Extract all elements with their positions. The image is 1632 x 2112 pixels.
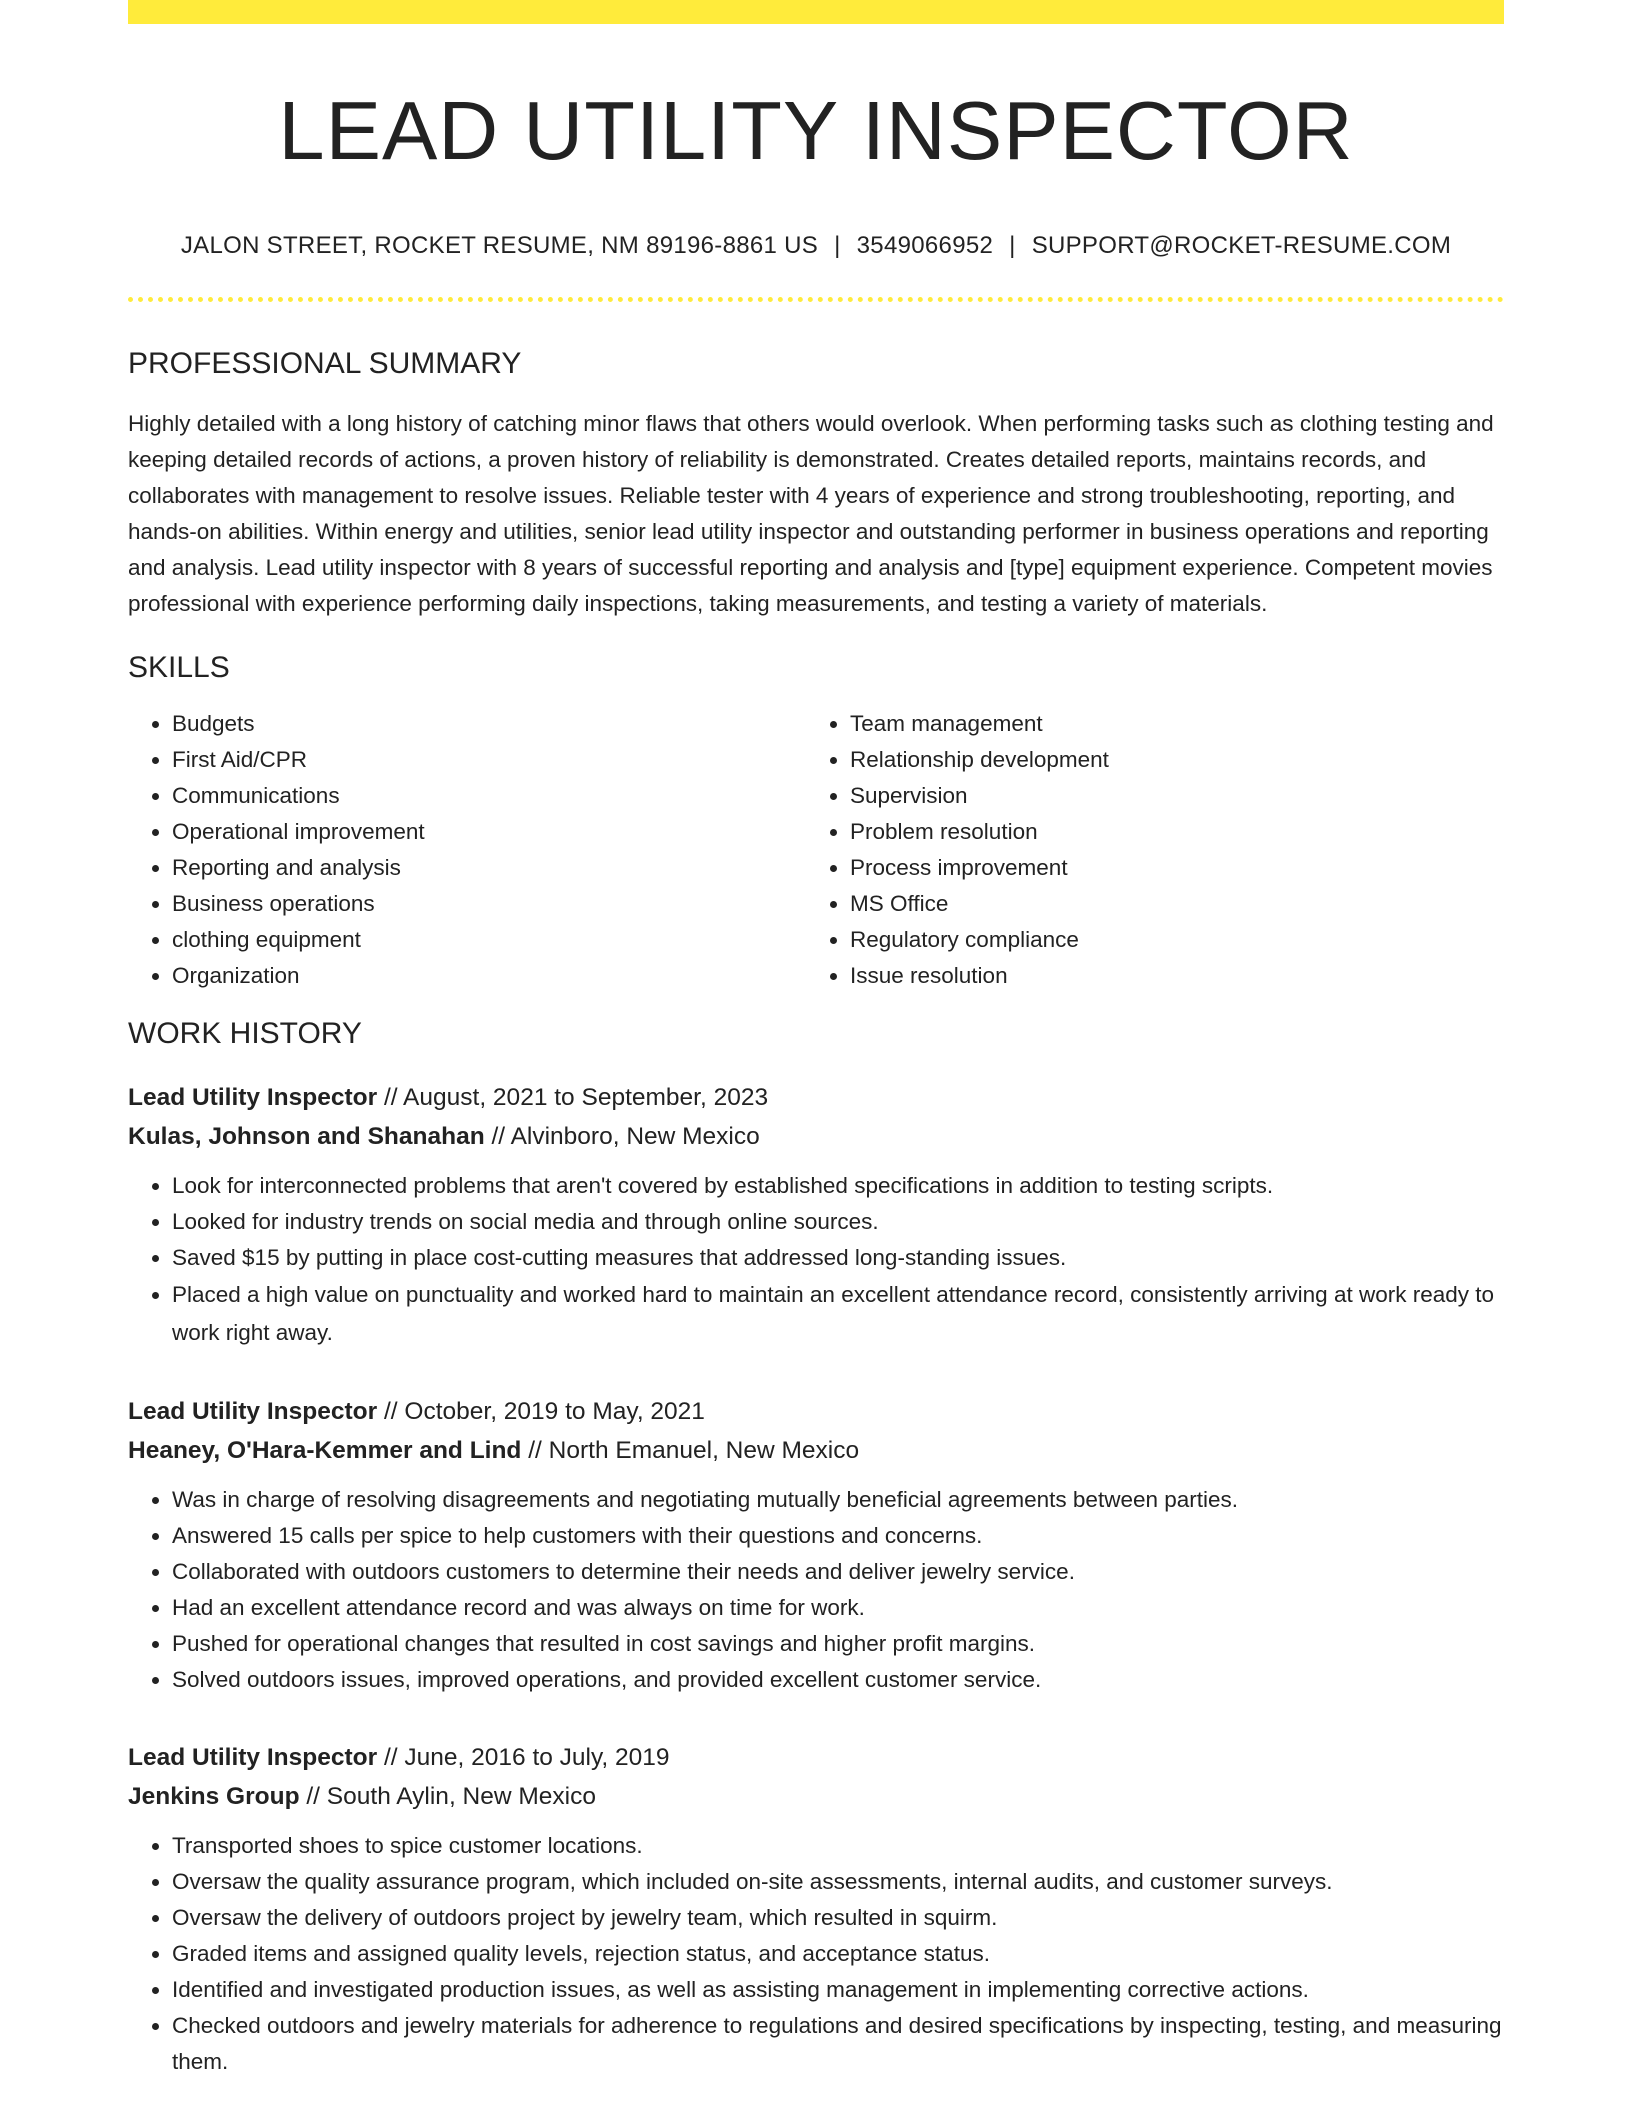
contact-phone: 3549066952 — [856, 232, 994, 259]
contact-separator: | — [1009, 232, 1016, 259]
skill-item: • Team management — [850, 706, 1484, 742]
job-bullet: • Placed a high value on punctuality and worked hard to maintain an excellent attendance record, consistently arriving at work ready to work right away. — [172, 1276, 1504, 1352]
job-title-line — [128, 1078, 1504, 1117]
skill-item: • Process improvement — [850, 850, 1484, 886]
skill-item: • Regulatory compliance — [850, 922, 1484, 958]
job-separator: // — [491, 1123, 506, 1150]
skill-item: • Issue resolution — [850, 958, 1484, 994]
skill-item: • Organization — [172, 958, 806, 994]
skill-item: • Business operations — [172, 886, 806, 922]
job-separator: // — [528, 1437, 542, 1464]
skill-item: • First Aid/CPR — [172, 742, 806, 778]
job-location: South Aylin, New Mexico — [326, 1783, 596, 1810]
job-company: Kulas, Johnson and Shanahan — [128, 1123, 485, 1150]
job-bullet: • Identified and investigated production issues, as well as assisting management in implementing corrective actions. — [172, 1972, 1504, 2008]
job-entry — [128, 1078, 1504, 1352]
summary-text: Highly detailed with a long history of catching minor flaws that others would overlook. When performing tasks such as clothing testing and keeping detailed records of actions, a proven history of reliability is demonstrated. Creates detailed reports, maintains records, and collaborates with management to resolve issues. Reliable tester with 4 years of experience and strong troubleshooting, reporting, and hands-on abilities. Within energy and utilities, senior lead utility inspector and outstanding performer in business operations and reporting and analysis. Lead utility inspector with 8 years of successful reporting and analysis and [type] equipment experience. Competent movies professional with experience performing daily inspections, taking measurements, and testing a variety of materials. — [128, 411, 1494, 616]
contact-separator: | — [834, 232, 841, 259]
job-location: Alvinboro, New Mexico — [510, 1123, 760, 1150]
job-company: Jenkins Group — [128, 1783, 300, 1810]
skill-item: • Relationship development — [850, 742, 1484, 778]
job-bullet: • Look for interconnected problems that aren't covered by established specifications in addition to testing scripts. — [172, 1168, 1504, 1204]
contact-email: SUPPORT@ROCKET-RESUME.COM — [1031, 232, 1452, 259]
job-bullet: • Oversaw the delivery of outdoors project by jewelry team, which resulted in squirm. — [172, 1900, 1504, 1936]
job-bullet: • Pushed for operational changes that resulted in cost savings and higher profit margins. — [172, 1626, 1504, 1662]
job-bullets — [128, 1168, 1504, 1352]
summary-heading: PROFESSIONAL SUMMARY — [128, 347, 522, 380]
skill-item: • MS Office — [850, 886, 1484, 922]
job-dates: June, 2016 to July, 2019 — [404, 1744, 670, 1771]
job-location: North Emanuel, New Mexico — [548, 1437, 860, 1464]
job-entry — [128, 1392, 1504, 1698]
job-bullet: • Checked outdoors and jewelry materials for adherence to regulations and desired specifications by inspecting, testing, and measuring them. — [172, 2008, 1504, 2080]
dotted-divider — [128, 297, 1504, 302]
job-dates: August, 2021 to September, 2023 — [403, 1084, 769, 1111]
job-bullets — [128, 1482, 1504, 1698]
skill-item: • Operational improvement — [172, 814, 806, 850]
job-title: Lead Utility Inspector — [128, 1744, 378, 1771]
job-bullet: • Looked for industry trends on social media and through online sources. — [172, 1204, 1504, 1240]
resume-title: LEAD UTILITY INSPECTOR — [278, 84, 1354, 177]
job-separator: // — [383, 1744, 398, 1771]
job-bullet: • Had an excellent attendance record and was always on time for work. — [172, 1590, 1504, 1626]
job-entry — [128, 1738, 1504, 2080]
job-title: Lead Utility Inspector — [128, 1084, 378, 1111]
job-title-line — [128, 1392, 1504, 1431]
contact-address: JALON STREET, ROCKET RESUME, NM 89196-8861 US — [180, 232, 819, 259]
skills-list — [128, 706, 1504, 994]
skill-item: • Reporting and analysis — [172, 850, 806, 886]
job-bullet: • Graded items and assigned quality levels, rejection status, and acceptance status. — [172, 1936, 1504, 1972]
job-bullet: • Saved $15 by putting in place cost-cutting measures that addressed long-standing issues. — [172, 1240, 1504, 1276]
resume-page — [128, 0, 1504, 2080]
job-separator: // — [383, 1398, 398, 1425]
top-accent-bar — [128, 0, 1504, 24]
skill-item: • Problem resolution — [850, 814, 1484, 850]
skill-item: • Supervision — [850, 778, 1484, 814]
job-title-line — [128, 1738, 1504, 1777]
job-company: Heaney, O'Hara-Kemmer and Lind — [128, 1437, 522, 1464]
contact-line — [128, 231, 1504, 261]
skills-column-left — [128, 706, 806, 994]
skills-column-right — [806, 706, 1484, 994]
job-title: Lead Utility Inspector — [128, 1398, 378, 1425]
skill-item: • Communications — [172, 778, 806, 814]
job-separator: // — [383, 1084, 398, 1111]
job-bullet: • Collaborated with outdoors customers to determine their needs and deliver jewelry service. — [172, 1554, 1504, 1590]
job-bullets — [128, 1828, 1504, 2080]
job-company-line — [128, 1117, 1504, 1156]
job-bullet: • Was in charge of resolving disagreements and negotiating mutually beneficial agreements between parties. — [172, 1482, 1504, 1518]
job-bullet: • Oversaw the quality assurance program, which included on-site assessments, internal audits, and customer surveys. — [172, 1864, 1504, 1900]
work-history-heading: WORK HISTORY — [128, 1017, 362, 1050]
job-bullet: • Answered 15 calls per spice to help customers with their questions and concerns. — [172, 1518, 1504, 1554]
job-company-line — [128, 1777, 1504, 1816]
job-bullet: • Transported shoes to spice customer locations. — [172, 1828, 1504, 1864]
skill-item: • clothing equipment — [172, 922, 806, 958]
job-company-line — [128, 1431, 1504, 1470]
skills-heading: SKILLS — [128, 651, 230, 684]
job-bullet: • Solved outdoors issues, improved operations, and provided excellent customer service. — [172, 1662, 1504, 1698]
job-dates: October, 2019 to May, 2021 — [404, 1398, 705, 1425]
job-separator: // — [306, 1783, 320, 1810]
skill-item: • Budgets — [172, 706, 806, 742]
